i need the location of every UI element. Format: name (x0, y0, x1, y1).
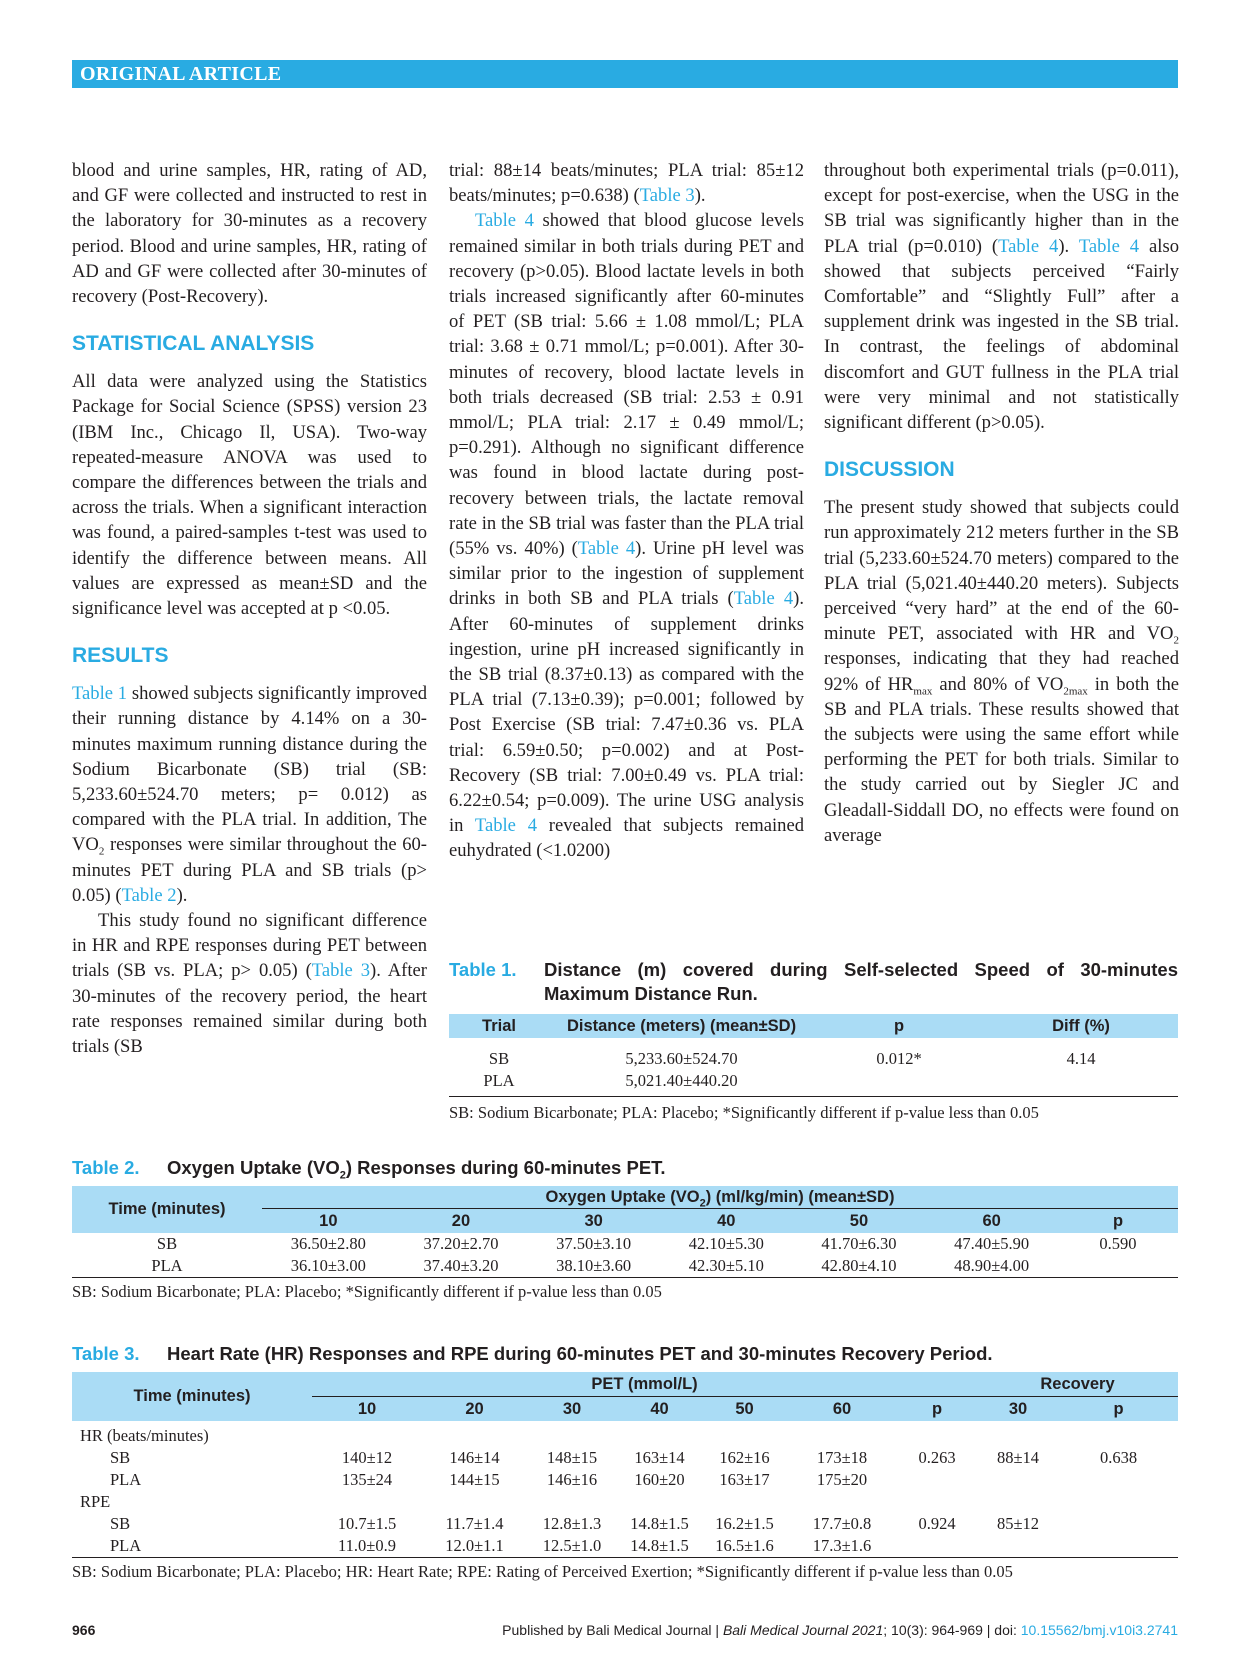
cell: SB (110, 1448, 131, 1467)
col-header: 50 (702, 1397, 787, 1422)
table-header-row (72, 1372, 1178, 1397)
cell: 12.0±1.1 (445, 1536, 504, 1555)
cell: 88±14 (997, 1448, 1040, 1467)
journal-name: Bali Medical Journal 2021 (722, 1622, 884, 1638)
col-header: Diff (%) (984, 1014, 1178, 1038)
table-row (449, 1070, 1178, 1097)
row-header: Time (minutes) (72, 1372, 312, 1421)
table-4-link[interactable]: Table 4 (577, 538, 636, 560)
table-1-grid (449, 1014, 1178, 1097)
cell: 47.40±5.90 (954, 1234, 1030, 1253)
paragraph: blood and urine samples, HR, rating of AD, and GF were collected and instructed to rest in the laboratory for 30-minutes as a recovery period. Blood and urine samples, HR, rating of AD and GF were collected after 30-minutes of recovery (Post-Recovery). (72, 160, 427, 308)
col-header: p (1059, 1397, 1178, 1422)
text: ). Urine pH level was similar prior to the ingestion of supplement drinks in both SB and PLA trials ( (449, 538, 804, 610)
text: responses, indicating that they had reached 92% of HR (824, 648, 1179, 695)
cell: 4.14 (1066, 1049, 1096, 1068)
table-title: Distance (m) covered during Self-selected Speed of 30-minutes Maximum Distance Run. (544, 959, 1178, 1004)
cell: 17.7±0.8 (812, 1514, 872, 1533)
cell: 42.10±5.30 (688, 1234, 764, 1253)
table-row (72, 1469, 1178, 1491)
col-header: 10 (262, 1209, 395, 1234)
cell (977, 1535, 1059, 1558)
cell: 11.0±0.9 (338, 1536, 396, 1555)
cell: PLA (110, 1470, 142, 1489)
publication-info (502, 1622, 1178, 1638)
cell (1059, 1469, 1178, 1491)
text: showed subjects significantly improved their running distance by 4.14% on a 30-minutes maximum running distance during the Sodium Bicarbonate (SB) trial (SB: 5,233.60±524.70 meters; p= 0.012) as compared with the PLA trial. In addition, The VO (72, 683, 427, 856)
col-header: 40 (660, 1209, 793, 1234)
paragraph (449, 208, 804, 863)
subscript: max (913, 685, 933, 698)
subscript: 2 (699, 1196, 706, 1209)
cell: 42.80±4.10 (821, 1256, 897, 1275)
cell: 135±24 (341, 1470, 393, 1489)
paragraph: All data were analyzed using the Statistics Package for Social Science (SPSS) version 23 (IBM Inc., Chicago Il, USA). Two-way repeated-measure ANOVA was used to compare the differences between the trials and across the trials. When a significant interaction was found, a paired-samples t-test was used to identify the difference between means. All values are expressed as mean±SD and the significance level was accepted at p <0.05. (72, 371, 427, 620)
table-4-link[interactable]: Table 4 (475, 210, 534, 232)
text: responses were similar throughout the 60-minutes PET during PLA and SB trials (p> 0.05) ( (72, 834, 427, 906)
cell: 37.50±3.10 (556, 1234, 632, 1253)
table-2-grid (72, 1186, 1178, 1278)
table-row (72, 1233, 1178, 1255)
cell: 41.70±6.30 (821, 1234, 897, 1253)
col-header: p (897, 1397, 977, 1422)
text: trial: 88±14 beats/minutes; PLA trial: 85±12 beats/minutes; p=0.638) ( (449, 160, 804, 207)
cell: 37.20±2.70 (423, 1234, 499, 1253)
group-header-recovery: Recovery (977, 1372, 1178, 1397)
col-header: 30 (527, 1209, 660, 1234)
cell: 38.10±3.60 (556, 1256, 632, 1275)
paragraph (449, 158, 804, 208)
cell: SB (110, 1514, 131, 1533)
col-header: 20 (422, 1397, 527, 1422)
text: ). After 30-minutes of the recovery period, the heart rate responses remained similar during both trials (SB (72, 960, 427, 1058)
col-header: 10 (312, 1397, 422, 1422)
table-note: SB: Sodium Bicarbonate; PLA: Placebo; HR: Heart Rate; RPE: Rating of Perceived Exertion; *Significantly different if p-value less than 0.05 (72, 1562, 1013, 1581)
table-2 (72, 1156, 1178, 1302)
cell: 5,021.40±440.20 (625, 1071, 738, 1090)
col-header: 40 (617, 1397, 702, 1422)
col-header: 30 (527, 1397, 617, 1422)
cell: PLA (110, 1536, 142, 1555)
cell: 12.8±1.3 (542, 1514, 602, 1533)
cell: SB (156, 1234, 178, 1253)
table-title: Heart Rate (HR) Responses and RPE during 60-minutes PET and 30-minutes Recovery Period. (167, 1343, 993, 1364)
cell: 10.7±1.5 (337, 1514, 397, 1533)
col-header: 60 (787, 1397, 897, 1422)
table-3-grid (72, 1372, 1178, 1558)
text: ; 10(3): 964-969 | doi: (883, 1622, 1021, 1638)
table-4-link[interactable]: Table 4 (474, 815, 537, 837)
cell (984, 1070, 1178, 1097)
cell: 162±16 (719, 1448, 770, 1467)
text: showed that blood glucose levels remained similar in both trials during PET and recovery (p>0.05). Blood lactate levels in both trials increased significantly after 60-minutes of PET (SB trial: 5.66 ± 1.08 mmol/L; PLA trial: 3.68 ± 0.71 mmol/L; p=0.001). After 30-minutes of recovery, blood lactate levels in both trials decreased (SB trial: 2.53 ± 0.91 mmol/L; PLA trial: 2.17 ± 0.49 mmol/L; p=0.291). Although no significant difference was found in blood lactate during post-recovery between trials, the lactate removal rate in the SB trial was faster than the PLA trial (55% vs. 40%) ( (449, 210, 804, 560)
cell: 14.8±1.5 (630, 1514, 689, 1533)
table-2-caption (72, 1156, 1178, 1180)
table-note: SB: Sodium Bicarbonate; PLA: Placebo; *Significantly different if p-value less than 0.05 (72, 1282, 662, 1301)
cell: 175±20 (816, 1470, 868, 1489)
col-header: 20 (395, 1209, 528, 1234)
cell: 144±15 (449, 1470, 500, 1489)
table-1 (449, 958, 1178, 1123)
table-row (449, 1038, 1178, 1070)
text: ) Responses during 60-minutes PET. (345, 1157, 666, 1178)
col-header: 30 (977, 1397, 1059, 1422)
cell: 160±20 (634, 1470, 685, 1489)
cell (977, 1469, 1059, 1491)
table-3-link[interactable]: Table 3 (639, 185, 695, 207)
cell (1059, 1535, 1178, 1558)
cell: 173±18 (816, 1448, 868, 1467)
subscript: 2max (1063, 685, 1088, 698)
table-row (72, 1255, 1178, 1278)
text: Oxygen Uptake (VO (545, 1187, 700, 1206)
cell: SB (488, 1049, 510, 1068)
table-header-row (449, 1014, 1178, 1038)
table-4-link[interactable]: Table 4 (1078, 235, 1140, 257)
text: ) (ml/kg/min) (mean±SD) (705, 1187, 895, 1206)
table-note: SB: Sodium Bicarbonate; PLA: Placebo; *Significantly different if p-value less than 0.05 (449, 1103, 1039, 1122)
cell: 11.7±1.4 (445, 1514, 504, 1533)
table-3-link[interactable]: Table 3 (311, 960, 371, 982)
text: revealed that subjects remained euhydrated (<1.0200) (449, 815, 804, 862)
section-label: ORIGINAL ARTICLE (80, 63, 282, 85)
cell: 0.012* (876, 1049, 922, 1068)
text: The present study showed that subjects could run approximately 212 meters further in the SB trial (5,233.60±524.70 meters) compared to the PLA trial (5,021.40±440.20 meters). Subjects perceived “very hard” at the end of the 60-minute PET, associated with HR and VO (824, 497, 1179, 645)
col-header: Trial (449, 1014, 549, 1038)
table-3 (72, 1342, 1178, 1582)
heading-results: RESULTS (72, 644, 169, 668)
heading-discussion: DISCUSSION (824, 458, 955, 482)
cell: 36.50±2.80 (290, 1234, 366, 1253)
page-number: 966 (72, 1622, 96, 1638)
cell: PLA (483, 1071, 515, 1090)
table-row (72, 1535, 1178, 1558)
cell: 16.2±1.5 (715, 1514, 774, 1533)
cell: 5,233.60±524.70 (625, 1049, 738, 1068)
cell: PLA (151, 1256, 183, 1275)
section-label: RPE (80, 1492, 111, 1511)
table-section-row (72, 1421, 1178, 1447)
text: ). After 60-minutes of supplement drinks ingestion, urine pH increased significantly in the SB trial (8.37±0.13) as compared with the PLA trial (7.13±0.39); p=0.001; followed by Post Exercise (SB trial: 7.47±0.36 vs. PLA trial: 6.59±0.50; p=0.002) and at Post-Recovery (SB trial: 7.00±0.49 vs. PLA trial: 6.22±0.54; p=0.009). The urine USG analysis in (449, 588, 804, 837)
heading-statistical-analysis: STATISTICAL ANALYSIS (72, 332, 315, 356)
table-row (72, 1513, 1178, 1535)
text: also showed that subjects perceived “Fairly Comfortable” and “Slightly Full” after a supplement drink was ingested in the SB trial. In contrast, the feelings of abdominal discomfort and GUT fullness in the PLA trial were very minimal and not statistically significant different (p>0.05). (824, 235, 1179, 434)
col-header: Distance (meters) (mean±SD) (549, 1014, 814, 1038)
table-1-link[interactable]: Table 1 (72, 683, 128, 705)
cell: 0.924 (918, 1514, 956, 1533)
group-header-pet: PET (mmol/L) (312, 1372, 977, 1397)
text: This study found no significant difference in HR and RPE responses during PET between trials (SB vs. PLA; p> 0.05) ( (72, 910, 427, 982)
cell: 42.30±5.10 (688, 1256, 764, 1275)
table-3-caption (72, 1342, 1178, 1366)
col-header: p (1058, 1209, 1178, 1234)
cell: 146±16 (546, 1470, 598, 1489)
paragraph (824, 158, 1179, 435)
table-section-row (72, 1491, 1178, 1513)
cell: 148±15 (546, 1448, 598, 1467)
cell: 14.8±1.5 (630, 1536, 689, 1555)
doi-link[interactable]: 10.15562/bmj.v10i3.2741 (1020, 1622, 1178, 1638)
text: and 80% of VO (932, 673, 1064, 695)
table-2-link[interactable]: Table 2 (121, 884, 177, 906)
paragraph (72, 681, 427, 908)
column-1 (72, 158, 427, 1059)
table-title (167, 1157, 666, 1182)
column-2 (449, 158, 804, 864)
cell: 146±14 (449, 1448, 500, 1467)
paragraph (72, 908, 427, 1059)
cell: 140±12 (341, 1448, 393, 1467)
col-header: 50 (793, 1209, 926, 1234)
text: throughout both experimental trials (p=0.011), except for post-exercise, when the USG in the SB trial was significantly higher than in the PLA trial (p=0.010) ( (824, 160, 1179, 257)
group-header (262, 1186, 1178, 1209)
subscript: 2 (339, 1169, 346, 1182)
cell: 17.3±1.6 (812, 1536, 872, 1555)
cell: 0.263 (918, 1448, 956, 1467)
cell (897, 1535, 977, 1558)
text: ). (176, 884, 188, 906)
table-header-row (72, 1186, 1178, 1209)
table-4-link[interactable]: Table 4 (733, 588, 794, 610)
cell: 36.10±3.00 (290, 1256, 366, 1275)
subscript: 2 (1173, 634, 1179, 647)
cell: 16.5±1.6 (715, 1536, 774, 1555)
cell (814, 1070, 984, 1097)
cell: 12.5±1.0 (542, 1536, 602, 1555)
col-header: p (814, 1014, 984, 1038)
cell: 37.40±3.20 (423, 1256, 499, 1275)
paragraph (824, 495, 1179, 848)
cell (1059, 1513, 1178, 1535)
table-4-link[interactable]: Table 4 (998, 235, 1059, 257)
cell: 163±17 (719, 1470, 770, 1489)
cell: 85±12 (997, 1514, 1040, 1533)
subscript: 2 (98, 846, 105, 859)
table-row (72, 1447, 1178, 1469)
cell (1058, 1255, 1178, 1278)
row-header: Time (minutes) (72, 1186, 262, 1233)
section-banner (72, 60, 1178, 88)
cell (897, 1469, 977, 1491)
table-label: Table 3. (72, 1343, 140, 1364)
table-label: Table 1. (449, 959, 517, 980)
table-1-caption (449, 958, 1178, 1006)
cell: 48.90±4.00 (954, 1256, 1030, 1275)
cell: 163±14 (634, 1448, 685, 1467)
text: Oxygen Uptake (VO (167, 1157, 340, 1178)
text: ). (1058, 235, 1079, 257)
cell: 0.590 (1099, 1234, 1137, 1253)
table-label: Table 2. (72, 1157, 140, 1178)
col-header: 60 (925, 1209, 1058, 1234)
text: ). (694, 185, 706, 207)
section-label: HR (beats/minutes) (80, 1426, 209, 1445)
column-3 (824, 158, 1179, 848)
text: in both the SB and PLA trials. These results showed that the subjects were using the same effort while performing the PET for both trials. Similar to the study carried out by Siegler JC and Gleadall-Siddall DO, no effects were found on average (824, 673, 1180, 846)
cell: 0.638 (1099, 1448, 1138, 1467)
text: Published by Bali Medical Journal | (502, 1622, 723, 1638)
